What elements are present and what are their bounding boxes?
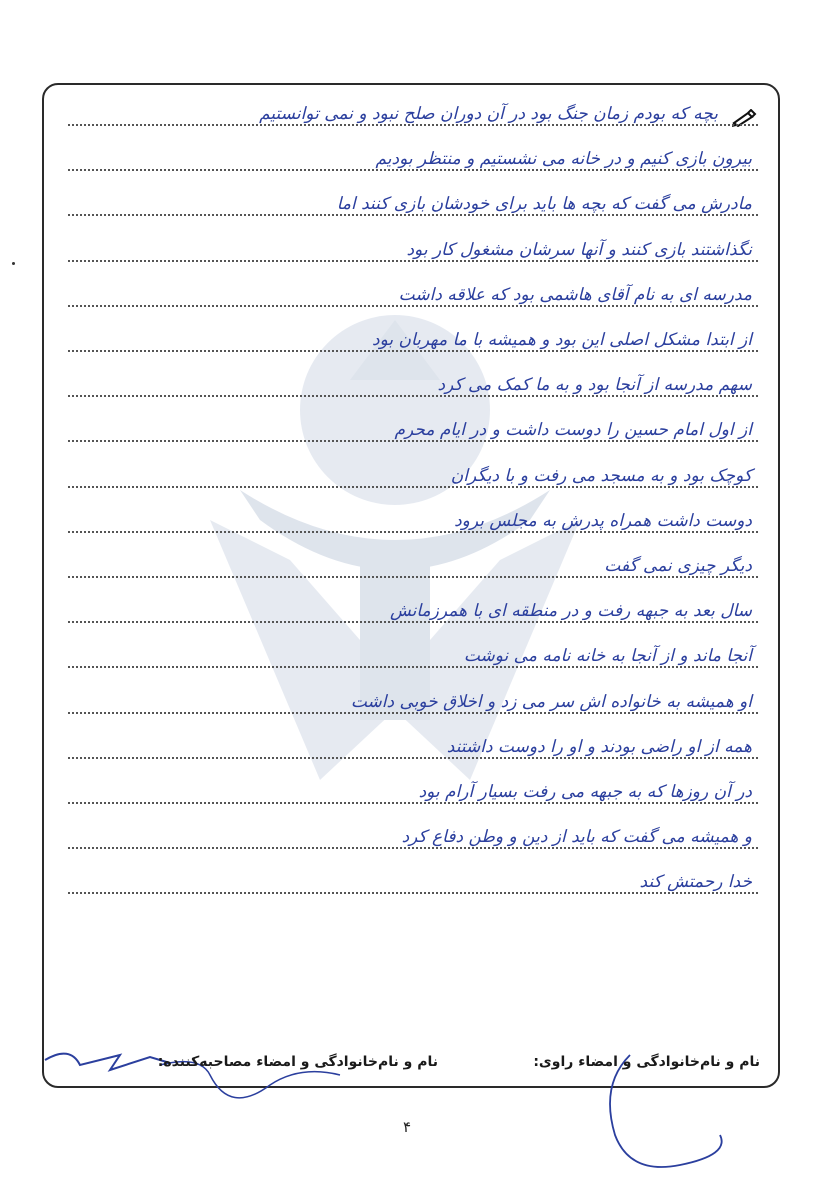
ruled-line	[68, 717, 758, 765]
dotted-rule	[68, 757, 758, 759]
narrator-signature-label: نام و نام‌خانوادگی و امضاء راوی:	[533, 1054, 760, 1070]
handwritten-text: از ابتدا مشکل اصلی این بود و همیشه با ما مهربان بود	[372, 330, 752, 350]
dotted-rule	[68, 892, 758, 894]
dotted-rule	[68, 395, 758, 397]
dotted-rule	[68, 666, 758, 668]
handwritten-text: دوست داشت همراه پدرش به مجلس برود	[454, 510, 752, 531]
ruled-line	[68, 626, 758, 674]
signature-footer	[54, 1050, 766, 1078]
ruled-line	[68, 536, 758, 584]
handwritten-text: همه از او راضی بودند و او را دوست داشتند	[446, 736, 752, 757]
dotted-rule	[68, 621, 758, 623]
ruled-line	[68, 581, 758, 629]
ruled-line	[68, 446, 758, 494]
handwritten-text: سال بعد به جبهه رفت و در منطقه ای با همرزمانش	[389, 601, 752, 622]
handwritten-text: بچه که بودم زمان جنگ بود در آن دوران صلح نبود و نمی توانستیم	[259, 104, 718, 124]
ruled-line	[68, 310, 758, 358]
ruled-line	[68, 807, 758, 855]
handwritten-text: نگذاشتند بازی کنند و آنها سرشان مشغول کار بود	[406, 239, 752, 260]
ruled-line	[68, 400, 758, 448]
dotted-rule	[68, 802, 758, 804]
handwritten-text: در آن روزها که به جبهه می رفت بسیار آرام بود	[418, 782, 752, 802]
handwritten-text: او همیشه به خانواده اش سر می زد و اخلاق خوبی داشت	[350, 691, 752, 712]
ruled-line	[68, 84, 758, 132]
handwritten-text: سهم مدرسه از آنجا بود و به ما کمک می کرد	[437, 375, 752, 396]
handwritten-text: از اول امام حسین را دوست داشت و در ایام محرم	[394, 420, 752, 441]
handwritten-text: بیرون بازی کنیم و در خانه می نشستیم و منتظر بودیم	[375, 149, 752, 170]
scan-speck	[12, 262, 15, 265]
dotted-rule	[68, 169, 758, 171]
dotted-rule	[68, 440, 758, 442]
handwritten-text: دیگر چیزی نمی گفت	[604, 556, 752, 576]
handwritten-text: و همیشه می گفت که باید از دین و وطن دفاع کرد	[401, 827, 752, 848]
ruled-line	[68, 174, 758, 222]
dotted-rule	[68, 531, 758, 533]
dotted-rule	[68, 260, 758, 262]
ruled-line	[68, 491, 758, 539]
dotted-rule	[68, 305, 758, 307]
ruled-line	[68, 672, 758, 720]
ruled-line	[68, 852, 758, 900]
dotted-rule	[68, 576, 758, 578]
ruled-line	[68, 220, 758, 268]
interviewer-signature-label: نام و نام‌خانوادگی و امضاء مصاحبه‌کننده:	[157, 1054, 438, 1070]
signature-scribble	[40, 1025, 740, 1175]
dotted-rule	[68, 214, 758, 216]
dotted-rule	[68, 486, 758, 488]
handwritten-text: خدا رحمتش کند	[639, 872, 752, 893]
ruled-line	[68, 762, 758, 810]
handwritten-text: مدرسه ای به نام آقای هاشمی بود که علاقه داشت	[398, 284, 752, 305]
ruled-line	[68, 265, 758, 313]
handwritten-text: مادرش می گفت که بچه ها باید برای خودشان بازی کنند اما	[336, 194, 752, 215]
dotted-rule	[68, 350, 758, 352]
handwritten-text: کوچک بود و به مسجد می رفت و با دیگران	[450, 465, 752, 486]
dotted-rule	[68, 712, 758, 714]
handwritten-text: آنجا ماند و از آنجا به خانه نامه می نوشت	[463, 646, 752, 667]
ruled-line	[68, 355, 758, 403]
page-number: ۴	[403, 1118, 412, 1136]
dotted-rule	[68, 124, 758, 126]
dotted-rule	[68, 847, 758, 849]
ruled-line	[68, 129, 758, 177]
